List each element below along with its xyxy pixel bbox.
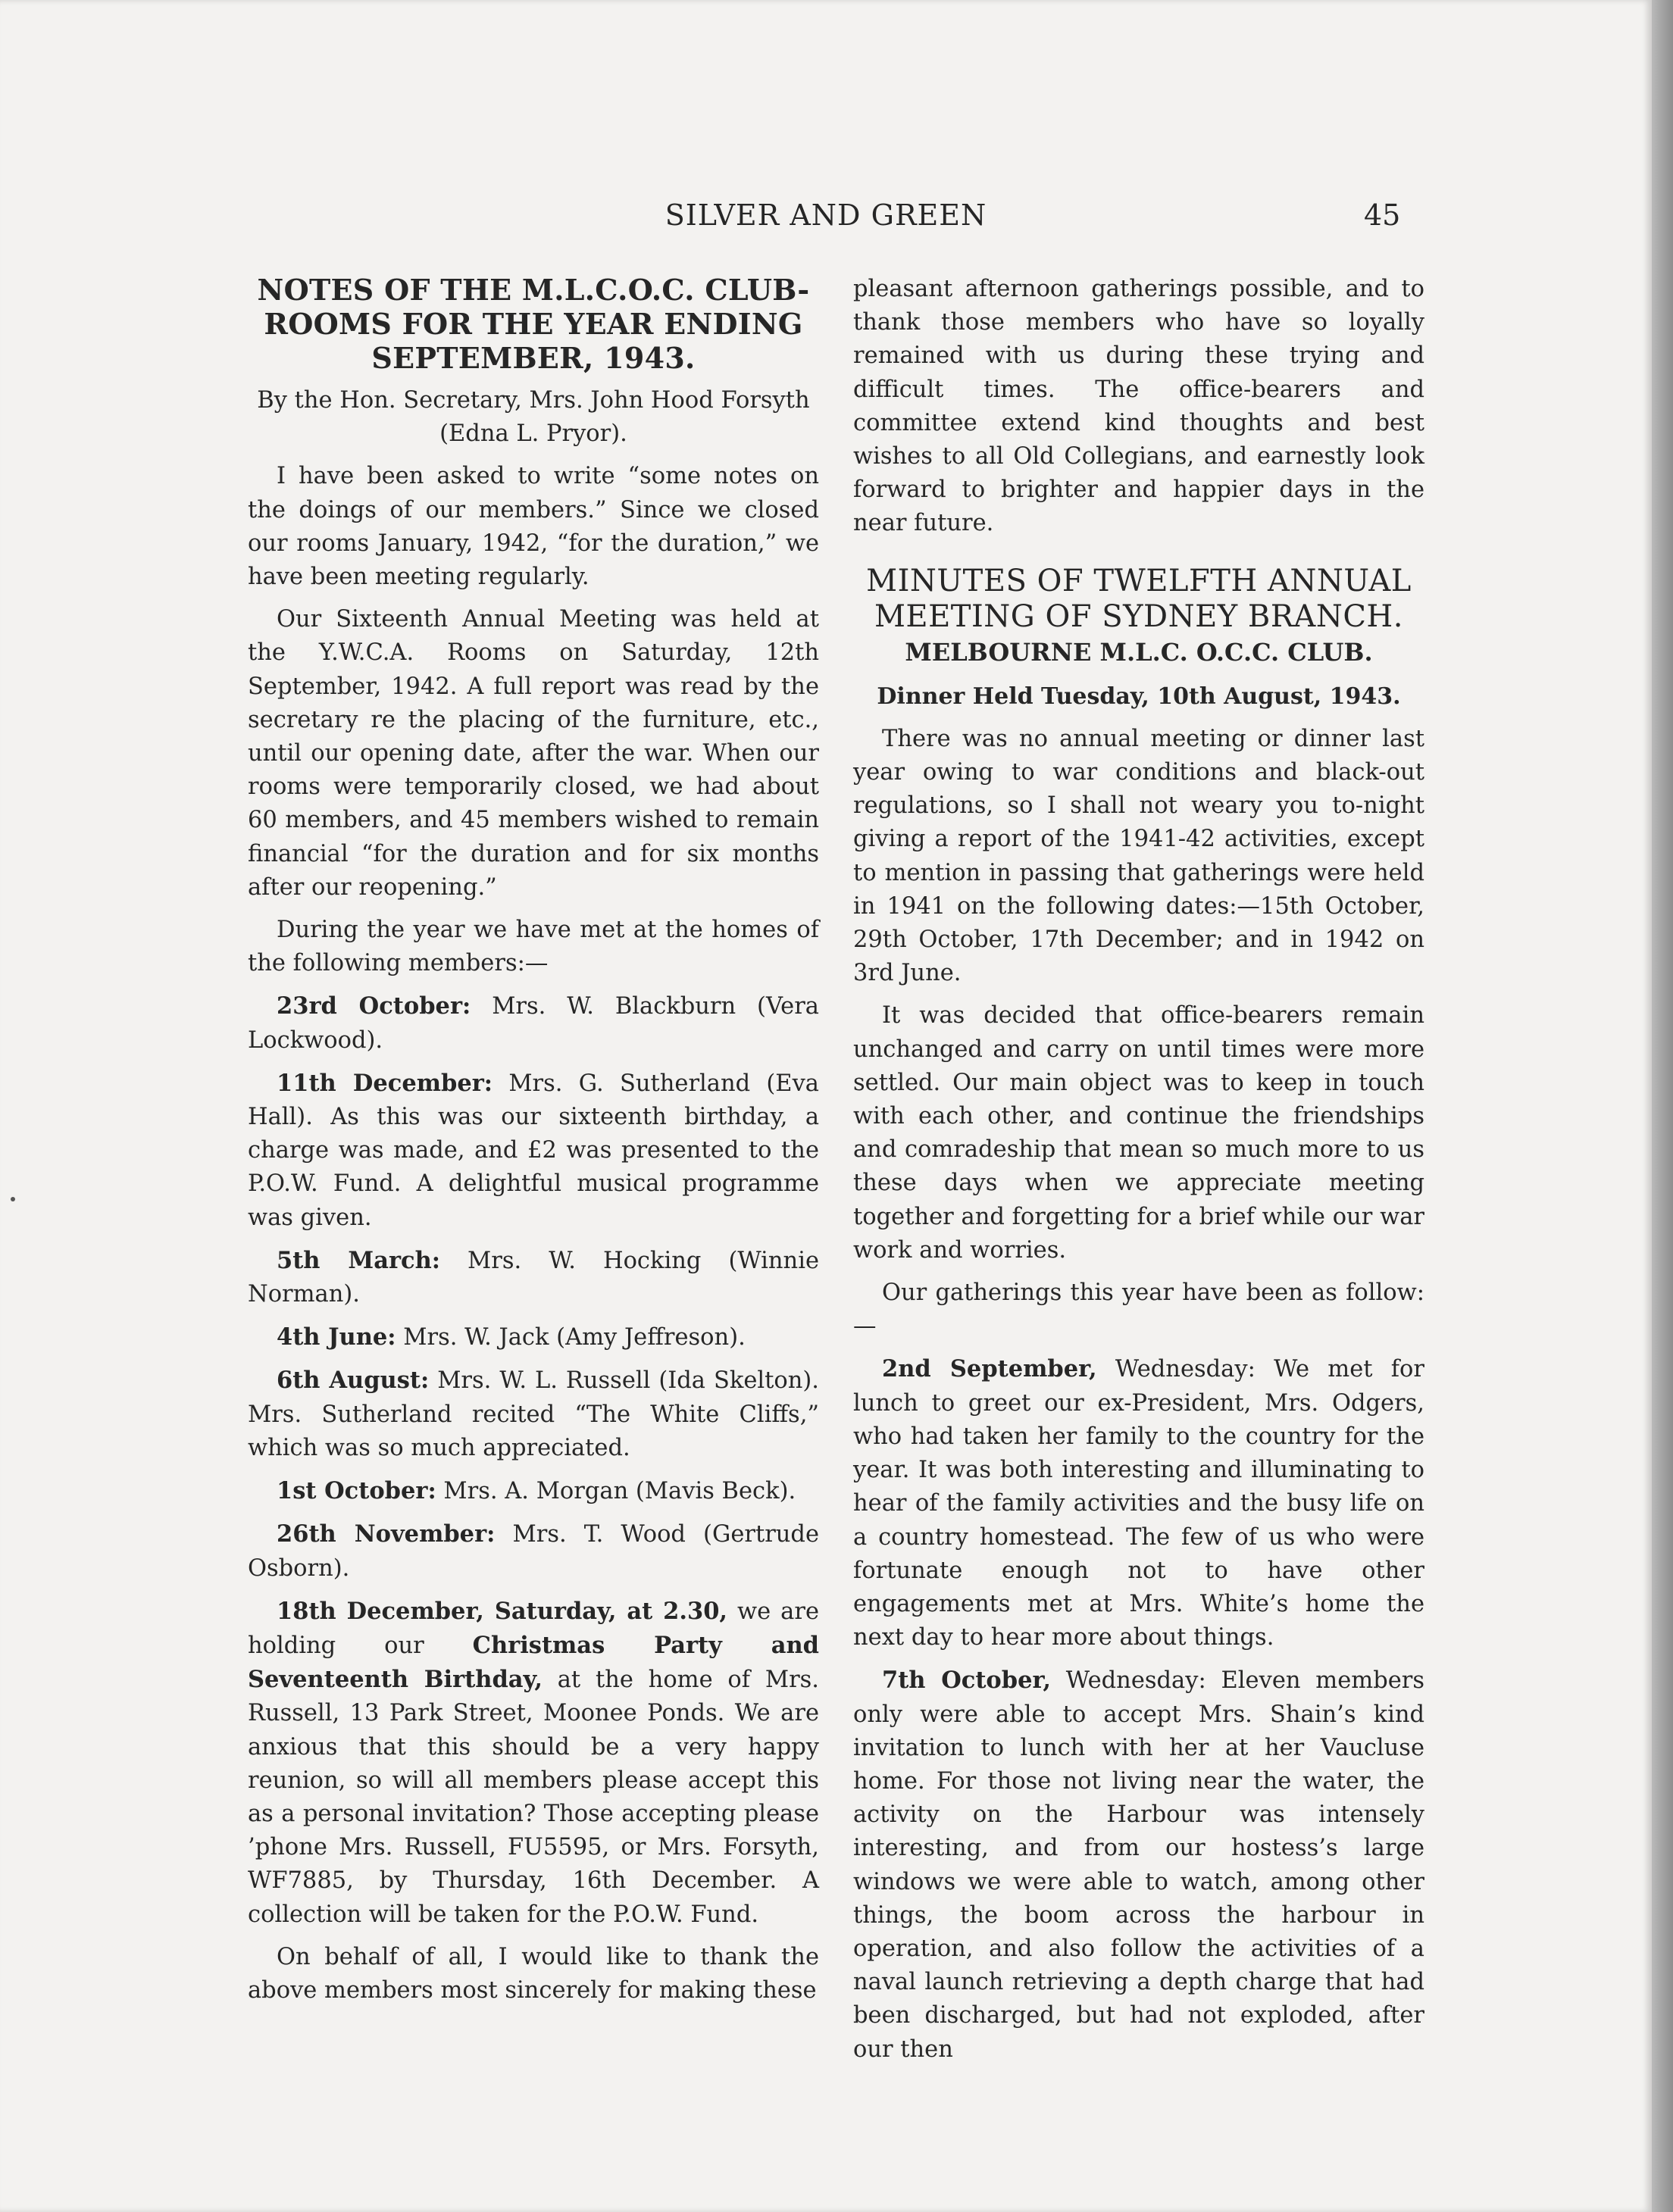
paragraph: During the year we have met at the homes of the following members:—: [248, 917, 819, 977]
entry-date: 2nd September,: [882, 1355, 1097, 1383]
party-text: at the home of Mrs. Russell, 13 Park Street, Moonee Ponds. We are anxious that this should be a very happy reunion, so will all members please accept this as a personal invitation? Those accepting please ’phone Mrs. Russell, FU5595, or Mrs. Forsyth, WF7885, by Thursday, 16th December. A collection will be taken for the P.O.W. Fund.: [248, 1667, 819, 1928]
entry-date: 4th June:: [277, 1323, 396, 1351]
entry-date: 23rd October:: [277, 992, 471, 1020]
entry-date: 1st October:: [277, 1477, 436, 1505]
entry-date: 7th October,: [882, 1667, 1051, 1695]
dinner-line: Dinner Held Tuesday, 10th August, 1943.: [877, 683, 1401, 710]
meeting-entry: [248, 1320, 819, 1354]
gathering-entry: [853, 1352, 1424, 1654]
party-date: 18th December, Saturday, at 2.30,: [277, 1597, 728, 1625]
page-edge: [1652, 0, 1673, 2212]
entry-text: Mrs. W. Hocking (Winnie Norman).: [248, 1247, 819, 1308]
article-heading-minutes: MINUTES OF TWELFTH ANNUAL MEETING OF SYDNEY BRANCH.: [866, 563, 1412, 634]
closing-paragraph: On behalf of all, I would like to thank the above members most sincerely for making these: [248, 1943, 819, 2004]
meeting-entry: [248, 1474, 819, 1508]
entry-text: Mrs. T. Wood (Gertrude Osborn).: [248, 1521, 820, 1582]
entry-date: 11th December:: [277, 1069, 493, 1097]
party-event: Christmas Party and Seventeenth Birthday,: [248, 1631, 819, 1694]
right-column: [853, 273, 1424, 2067]
left-column: [248, 273, 819, 2007]
meeting-entry: [248, 1067, 819, 1235]
paper-speck: [11, 1197, 15, 1201]
entry-date: 6th August:: [277, 1367, 430, 1395]
entry-text: Mrs. A. Morgan (Mavis Beck).: [436, 1478, 796, 1505]
entry-text: Mrs. W. L. Russell (Ida Skelton). Mrs. Sutherland recited “The White Cliffs,” which was so much appreciated.: [248, 1367, 819, 1461]
party-text: we are holding our: [248, 1598, 819, 1659]
entry-date: 26th November:: [277, 1520, 496, 1548]
paragraph: I have been asked to write “some notes on the doings of our members.” Since we closed our rooms January, 1942, “for the duration,” we have been meeting regularly.: [248, 463, 819, 591]
entry-date: 5th March:: [277, 1246, 441, 1274]
entry-text: Mrs. G. Sutherland (Eva Hall). As this was our sixteenth birthday, a charge was made, and £2 was presented to the P.O.W. Fund. A delightful musical programme was given.: [248, 1070, 819, 1231]
entry-text: Mrs. W. Blackburn (Vera Lockwood).: [248, 993, 819, 1054]
meeting-entry: [248, 1364, 819, 1465]
article-heading-clubrooms: NOTES OF THE M.L.C.O.C. CLUB-ROOMS FOR THE YEAR ENDING SEPTEMBER, 1943.: [257, 273, 810, 375]
paragraph: Our Sixteenth Annual Meeting was held at the Y.W.C.A. Rooms on Saturday, 12th September, 1942. A full report was read by the secretary re the placing of the furniture, etc., until our opening date, after the war. When our rooms were temporarily closed, we had about 60 members, and 45 members wished to remain financial “for the duration and for six months after our reopening.”: [248, 606, 819, 901]
paragraph: It was decided that office-bearers remain unchanged and carry on until times were more settled. Our main object was to keep in touch with each other, and continue the friendships and comradeship that mean so much more to us these days when we appreciate meeting together and forgetting for a brief while our war work and worries.: [853, 1002, 1424, 1264]
entry-text: Wednesday: We met for lunch to greet our ex-President, Mrs. Odgers, who had taken her family to the country for the year. It was both interesting and illuminating to hear of the family activities and the busy life on a country homestead. The few of us who were fortunate enough not to have other engagements met at Mrs. White’s home the next day to hear more about things.: [853, 1356, 1424, 1651]
continued-paragraph: pleasant afternoon gatherings possible, and to thank those members who have so loyally remained with us during these trying and difficult times. The office-bearers and committee extend kind thoughts and best wishes to all Old Collegians, and earnestly look forward to brighter and happier days in the near future.: [853, 276, 1424, 537]
entry-text: Mrs. W. Jack (Amy Jeffreson).: [396, 1324, 746, 1351]
entry-text: Wednesday: Eleven members only were able to accept Mrs. Shain’s kind invitation to lunch with her at her Vaucluse home. For those not living near the water, the activity on the Harbour was intensely interesting, and from our hostess’s large windows we were able to watch, among other things, the boom across the harbour in operation, and also follow the activities of a naval launch retrieving a depth charge that had been discharged, but had not exploded, after our then: [853, 1667, 1424, 2063]
article-subheading: MELBOURNE M.L.C. O.C.C. CLUB.: [905, 637, 1373, 667]
article-byline: By the Hon. Secretary, Mrs. John Hood Forsyth (Edna L. Pryor).: [257, 387, 810, 448]
gathering-entry: [853, 1664, 1424, 2066]
page-number: 45: [1364, 198, 1401, 232]
meeting-entry: [248, 989, 819, 1057]
christmas-party-notice: [248, 1595, 819, 1932]
running-head: SILVER AND GREEN: [665, 198, 987, 232]
paragraph: There was no annual meeting or dinner last year owing to war conditions and black-out regulations, so I shall not weary you to-night giving a report of the 1941-42 activities, except to mention in passing that gatherings were held in 1941 on the following dates:—15th October, 29th October, 17th December; and in 1942 on 3rd June.: [853, 725, 1424, 987]
paragraph: Our gatherings this year have been as follow:—: [853, 1279, 1424, 1340]
meeting-entry: [248, 1244, 819, 1311]
meeting-entry: [248, 1517, 819, 1585]
